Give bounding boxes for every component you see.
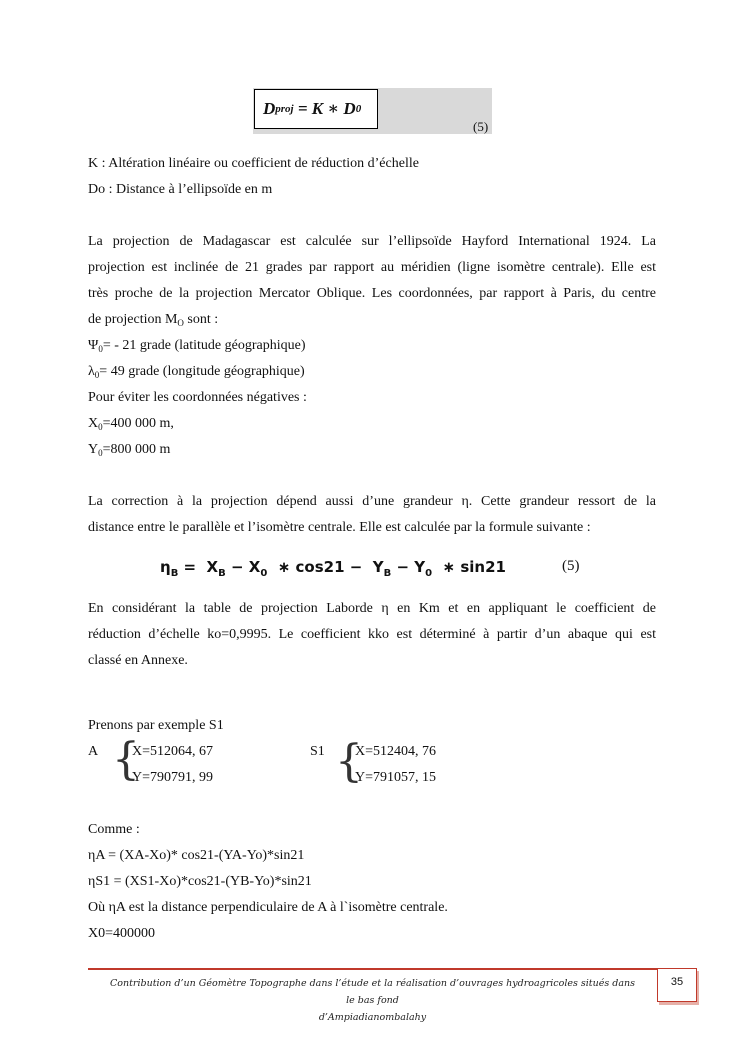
para1-line: très proche de la projection Mercator Oblique. Les coordonnées, par rapport à Paris, du centre [88,286,656,301]
para2-line: distance entre le parallèle et l’isomètre centrale. Elle est calculée par la formule suivante : [88,520,591,535]
eta-formula-number: (5) [562,558,580,574]
para1-line: La projection de Madagascar est calculée sur l’ellipsoïde Hayford International 1924. La [88,234,656,249]
brace-icon: { [112,734,140,785]
para1-line: projection est inclinée de 21 grades par rapport au méridien (ligne isomètre centrale). Elle est [88,260,656,275]
point-s1-x: X=512404, 76 [355,744,437,759]
formula-number: (5) [473,119,489,134]
eta-formula: $\eta_B = X_B - X_0$ ∗ $\cos 21 - Y_B - Y_0$ ∗ sin21 [160,558,506,579]
brace-icon: { [335,736,363,787]
point-a-x: X=512064, 67 [132,744,214,759]
footer-divider [88,968,658,970]
para1-last-line: de projection $M_O$ sont : [88,312,219,328]
avoid-negative-text: Pour éviter les coordonnées négatives : [88,390,307,405]
para3-line: réduction d’échelle ko=0,9995. Le coefficient kko est déterminé à partir d’un abaque qui est [88,627,656,642]
offset-y0: $Y_0=800$ 000 m [88,442,171,458]
comme-line: X0=400000 [88,926,156,941]
example-title: Prenons par exemple S1 [88,718,224,733]
page-number: 35 [657,968,697,1002]
point-s1-y: Y=791057, 15 [355,770,437,785]
para2-line: La correction à la projection dépend aussi d’une grandeur η. Cette grandeur ressort de la [88,494,656,509]
para3-last-line: classé en Annexe. [88,653,188,668]
param-latitude: $\Psi_0= - 21$ grade (latitude géographique) [88,338,306,354]
comme-line: Où ηA est la distance perpendiculaire de A à l`isomètre centrale. [88,900,448,915]
definition-k: K : Altération linéaire ou coefficient de réduction d’échelle [88,156,419,171]
comme-line: Comme : [88,822,140,837]
formula-dproj: D proj = K ∗ D 0 [254,89,378,129]
footer-caption: Contribution d’un Géomètre Topographe dans l’étude et la réalisation d’ouvrages hydroagricoles situés dans le bas fond d’Ampiadianombalahy [110,978,635,1023]
point-s1-label: S1 [310,744,325,759]
point-a-label: A [88,744,99,759]
comme-line: ηS1 = (XS1-Xo)*cos21-(YB-Yo)*sin21 [88,874,312,889]
definition-do: Do : Distance à l’ellipsoïde en m [88,182,273,197]
param-longitude: $\lambda_0= 49$ grade (longitude géographique) [88,364,305,380]
comme-line: ηA = (XA-Xo)* cos21-(YA-Yo)*sin21 [88,848,305,863]
offset-x0: $X_0=400$ 000 m, [88,416,174,432]
point-a-y: Y=790791, 99 [132,770,214,785]
para3-line: En considérant la table de projection Laborde η en Km et en appliquant le coefficient de [88,601,656,616]
